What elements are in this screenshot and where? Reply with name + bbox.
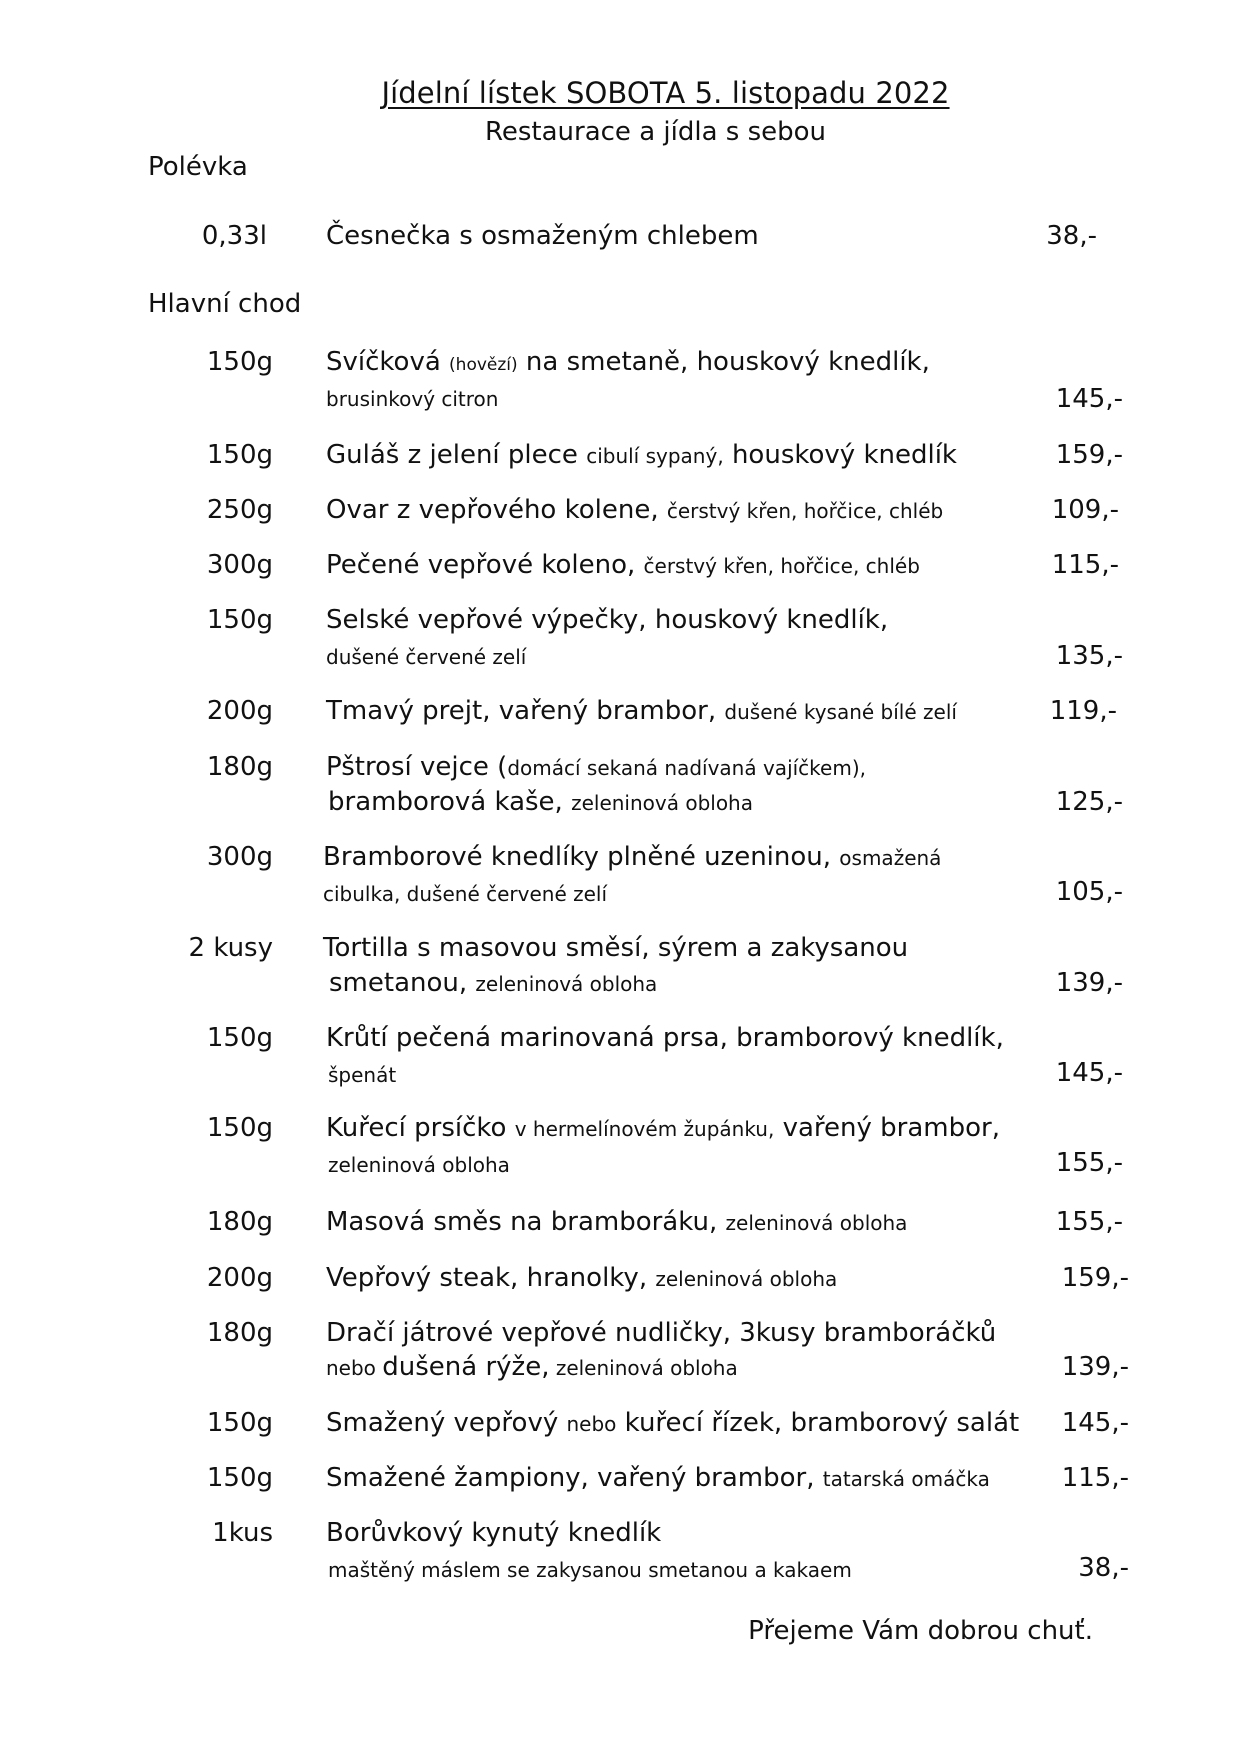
item-quantity: 200g: [206, 1263, 273, 1293]
item-price: 139,-: [1061, 1352, 1129, 1382]
item-name-cont: vařený brambor,: [774, 1113, 1000, 1143]
item-line-1: Dračí játrové vepřové nudličky, 3kusy bramboráčků: [326, 1318, 997, 1348]
item-line-1: [326, 752, 866, 782]
item-name: Pečené vepřové koleno,: [326, 550, 644, 580]
item-line-1: [326, 1263, 837, 1293]
section-heading-soup: Polévka: [148, 152, 248, 182]
item-line-1: [326, 495, 943, 525]
item-quantity: 150g: [206, 440, 273, 470]
item-note: nebo: [326, 1356, 383, 1380]
item-price: 115,-: [1061, 1463, 1129, 1493]
item-name: Smažené žampiony, vařený brambor,: [326, 1463, 823, 1493]
item-price: 135,-: [1055, 641, 1123, 671]
menu-title: Jídelní lístek SOBOTA 5. listopadu 2022: [381, 76, 950, 110]
item-name-cont: dušená rýže,: [382, 1352, 550, 1382]
item-note: zeleninová obloha: [571, 791, 753, 815]
item-line-2: dušené červené zelí: [326, 645, 527, 669]
item-note: čerstvý křen, hořčice, chléb: [643, 554, 920, 578]
closing-greeting: Přejeme Vám dobrou chuť.: [748, 1616, 1093, 1646]
item-quantity: 2 kusy: [188, 933, 273, 963]
item-note: domácí sekaná nadívaná vajíčkem),: [507, 756, 866, 780]
item-line-1: [326, 1113, 1000, 1143]
item-line-2: zeleninová obloha: [328, 1153, 510, 1177]
item-price: 119,-: [1049, 696, 1117, 726]
item-quantity: 200g: [206, 696, 273, 726]
item-price: 105,-: [1055, 877, 1123, 907]
item-price: 145,-: [1055, 1058, 1123, 1088]
item-name: Kuřecí prsíčko: [326, 1113, 515, 1143]
item-name: Pštrosí vejce (: [326, 752, 508, 782]
item-name: Svíčková: [326, 347, 450, 377]
item-price: 115,-: [1051, 550, 1119, 580]
item-name: Vepřový steak, hranolky,: [326, 1263, 656, 1293]
item-note: zeleninová obloha: [475, 972, 658, 996]
item-name-cont: na smetaně, houskový knedlík,: [517, 347, 930, 377]
item-price: 139,-: [1055, 968, 1123, 998]
item-quantity: 180g: [206, 1318, 273, 1348]
item-note: zeleninová obloha: [725, 1211, 908, 1235]
item-name: Tmavý prejt, vařený brambor,: [326, 696, 725, 726]
item-price: 125,-: [1055, 787, 1123, 817]
item-name-cont: bramborová kaše,: [328, 787, 572, 817]
item-name: Smažený vepřový: [326, 1408, 567, 1438]
item-line-1: [326, 1408, 1019, 1438]
item-name: Bramborové knedlíky plněné uzeninou,: [323, 842, 840, 872]
item-price: 155,-: [1055, 1148, 1123, 1178]
item-quantity: 1kus: [212, 1518, 273, 1548]
item-line-1: [326, 347, 930, 377]
item-quantity: 150g: [206, 1463, 273, 1493]
item-line-2: [328, 787, 753, 817]
item-line-1: [326, 1207, 907, 1237]
item-quantity: 150g: [206, 347, 273, 377]
item-note: čerstvý křen, hořčice, chléb: [666, 499, 944, 523]
item-note: osmažená: [839, 846, 942, 870]
item-price: 38,-: [1046, 221, 1097, 251]
item-name-cont: smetanou,: [329, 968, 476, 998]
item-line-2: brusinkový citron: [326, 387, 499, 411]
item-note: zeleninová obloha: [549, 1356, 738, 1380]
item-line-1: Selské vepřové výpečky, houskový knedlík,: [326, 605, 889, 635]
item-line-1: [323, 842, 941, 872]
item-note: dušené kysané bílé zelí: [724, 700, 957, 724]
item-quantity: 300g: [206, 842, 273, 872]
item-line-2: [329, 968, 657, 998]
item-price: 38,-: [1078, 1553, 1129, 1583]
item-note: (hovězí): [449, 355, 518, 375]
menu-subtitle: Restaurace a jídla s sebou: [484, 117, 827, 147]
item-quantity: 0,33l: [201, 221, 267, 251]
item-price: 155,-: [1055, 1207, 1123, 1237]
item-line-1: [326, 440, 957, 470]
item-quantity: 180g: [206, 1207, 273, 1237]
item-note: zeleninová obloha: [655, 1267, 838, 1291]
item-name: Guláš z jelení plece: [326, 440, 587, 470]
item-price: 159,-: [1055, 440, 1123, 470]
item-name-cont: houskový knedlík: [723, 440, 957, 470]
item-name-cont: kuřecí řízek, bramborový salát: [616, 1408, 1020, 1438]
item-note: tatarská omáčka: [822, 1467, 990, 1491]
item-name: Masová směs na bramboráku,: [326, 1207, 726, 1237]
item-price: 145,-: [1055, 384, 1123, 414]
item-line-2: špenát: [328, 1063, 397, 1087]
item-line-1: Krůtí pečená marinovaná prsa, bramborový knedlík,: [326, 1023, 1004, 1053]
item-line-2: maštěný máslem se zakysanou smetanou a kakaem: [328, 1558, 852, 1582]
item-line-1: [326, 550, 920, 580]
item-line-1: [326, 1463, 990, 1493]
item-line-1: Tortilla s masovou směsí, sýrem a zakysanou: [323, 933, 909, 963]
item-note: cibulí sypaný,: [586, 444, 724, 468]
item-quantity: 300g: [206, 550, 273, 580]
item-quantity: 150g: [206, 1113, 273, 1143]
item-price: 145,-: [1061, 1408, 1129, 1438]
item-line-2: cibulka, dušené červené zelí: [323, 882, 608, 906]
section-heading-main: Hlavní chod: [148, 289, 302, 319]
item-name: Ovar z vepřového kolene,: [326, 495, 667, 525]
item-note: v hermelínovém župánku,: [514, 1117, 775, 1141]
item-line-1: [326, 696, 957, 726]
item-name: Česnečka s osmaženým chlebem: [326, 221, 759, 251]
item-quantity: 250g: [206, 495, 273, 525]
item-quantity: 180g: [206, 752, 273, 782]
item-quantity: 150g: [206, 1408, 273, 1438]
item-note: nebo: [566, 1412, 617, 1436]
item-price: 159,-: [1061, 1263, 1129, 1293]
item-line-2: [326, 1352, 738, 1382]
item-line-1: Borůvkový kynutý knedlík: [326, 1518, 662, 1548]
item-quantity: 150g: [206, 605, 273, 635]
item-quantity: 150g: [206, 1023, 273, 1053]
item-price: 109,-: [1051, 495, 1119, 525]
